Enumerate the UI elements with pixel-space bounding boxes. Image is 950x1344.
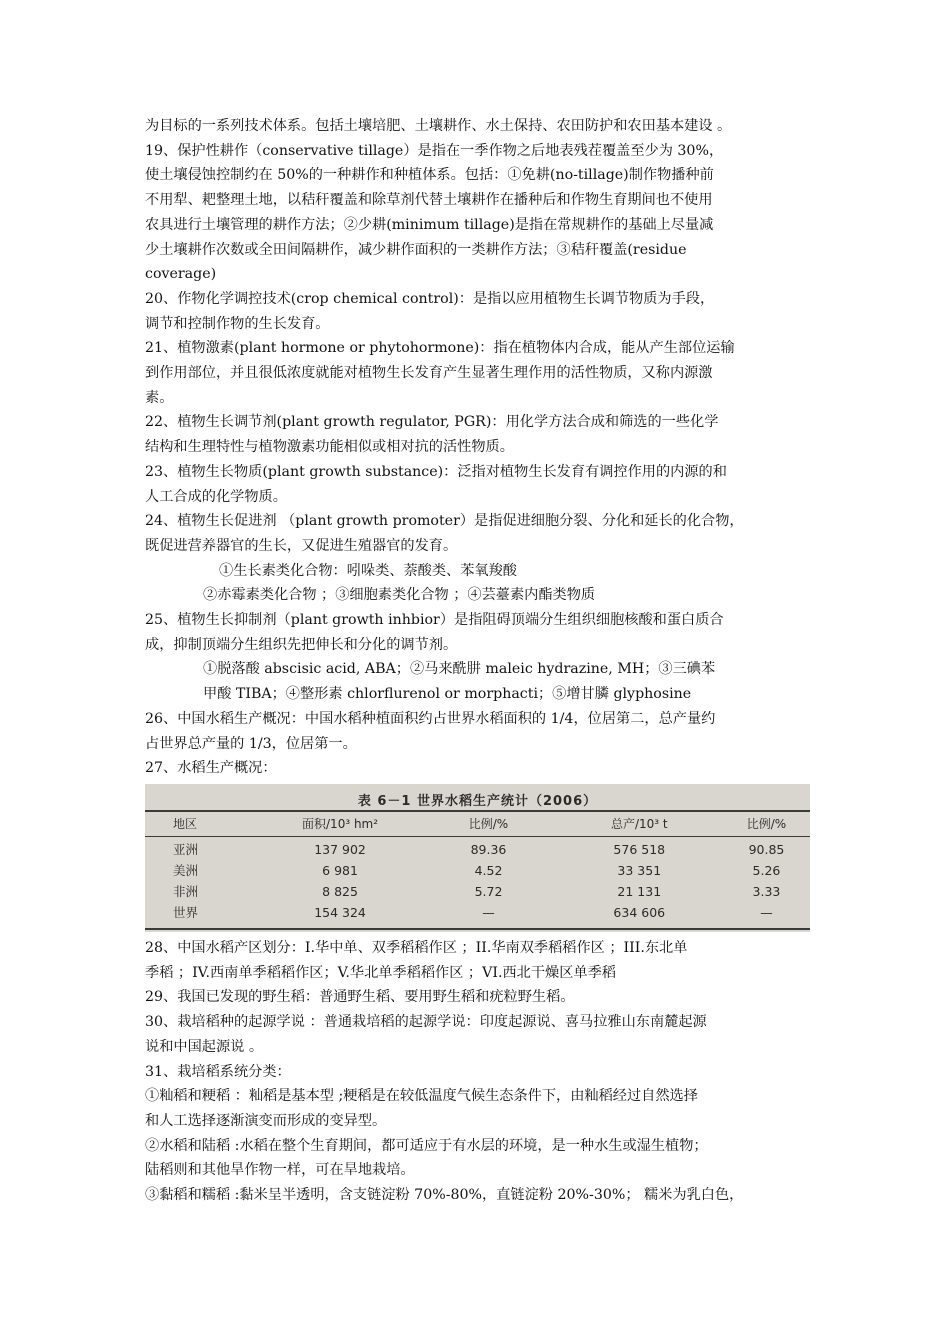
data-table: [145, 813, 810, 923]
table-header: 比例/%: [746, 817, 787, 832]
table-cell: 5.26: [752, 862, 781, 878]
text-line: ②水稻和陆稻 :水稻在整个生育期间，都可适应于有水层的环境，是一种水生或湿生植物；: [145, 1137, 708, 1154]
text-line: 29、我国已发现的野生稻：普通野生稻、要用野生稻和疣粒野生稻。: [145, 989, 575, 1006]
text-line: 农具进行土壤管理的耕作方法；②少耕(minimum tillage)是指在常规耕作的基础上尽量减: [145, 216, 714, 233]
table-cell: 非洲: [173, 884, 199, 900]
text-line: 不用犁、耙整理土地，以秸秆覆盖和除草剂代替土壤耕作在播种后和作物生育期间也不使用: [145, 192, 713, 209]
table-cell: 亚洲: [173, 842, 199, 858]
table-rule: [145, 928, 810, 930]
text-line: 使土壤侵蚀控制约在 50%的一种耕作和种植体系。包括：①免耕(no-tillage)制作物播种前: [145, 167, 714, 184]
table-cell: 5.72: [474, 883, 503, 899]
table-cell: 4.52: [474, 862, 503, 878]
text-line: 季稻 ；IV.西南单季稻稻作区；V.华北单季稻稻作区 ；VI.西北干燥区单季稻: [145, 964, 616, 981]
text-line: 19、保护性耕作（conservative tillage）是指在一季作物之后地表残茬覆盖至少为 30%，: [145, 142, 724, 159]
text-line: 甲酸 TIBA；④整形素 chlorflurenol or morphacti；⑤增甘膦 glyphosine: [203, 686, 692, 703]
text-line: 和人工选择逐渐演变而形成的变异型。: [145, 1112, 387, 1129]
text-line: coverage): [145, 266, 217, 283]
text-line: ①生长素类化合物：吲哚类、萘酸类、苯氧羧酸: [219, 562, 517, 579]
text-line: 21、植物激素(plant hormone or phytohormone)：指在植物体内合成，能从产生部位运输: [145, 340, 735, 357]
table-cell: 6 981: [322, 862, 358, 878]
text-line: ①籼稻和粳稻 ：籼稻是基本型 ;粳稻是在较低温度气候生态条件下，由籼稻经过自然选择: [145, 1088, 698, 1105]
text-line: 为目标的一系列技术体系。包括土壤培肥、土壤耕作、水土保持、农田防护和农田基本建设 。: [145, 118, 732, 134]
table-cell: —: [482, 904, 495, 920]
text-line: 素。: [145, 389, 174, 406]
table-row: [145, 835, 810, 860]
text-line: 25、植物生长抑制剂（plant growth inhbior）是指阻碍顶端分生组织细胞核酸和蛋白质合: [145, 612, 724, 629]
table-cell: 137 902: [314, 841, 366, 857]
table-rule: [145, 810, 810, 812]
table-row: [145, 860, 810, 881]
table-cell: 3.33: [752, 883, 781, 899]
text-line: 占世界总产量的 1/3，位居第一。: [145, 735, 357, 752]
text-line: 23、植物生长物质(plant growth substance)：泛指对植物生长发育有调控作用的内源的和: [145, 463, 727, 480]
table-cell: 8 825: [322, 883, 358, 899]
text-line: 陆稻则和其他旱作物一样，可在旱地栽培。: [145, 1162, 415, 1179]
table-cell: 90.85: [748, 841, 785, 857]
table-title: 表 6－1 世界水稻生产统计（2006）: [357, 793, 598, 809]
table-cell: 21 131: [617, 883, 662, 899]
table-row: [145, 902, 810, 923]
text-line: 27、水稻生产概况：: [145, 760, 277, 777]
document-page: [145, 114, 810, 1208]
text-line: 说和中国起源说 。: [145, 1038, 264, 1055]
text-line: 成，抑制顶端分生组织先把伸长和分化的调节剂。: [145, 636, 458, 653]
table-cell: 154 324: [314, 904, 366, 920]
table-cell: —: [760, 904, 773, 920]
table-row: [145, 881, 810, 902]
text-line: 26、中国水稻生产概况：中国水稻种植面积约占世界水稻面积的 1/4，位居第二，总产量约: [145, 710, 716, 727]
text-line: 既促进营养器官的生长，又促进生殖器官的发育。: [145, 537, 458, 554]
table-cell: 634 606: [613, 904, 666, 920]
table-header: 面积/10³ hm²: [302, 817, 379, 832]
text-line: 调节和控制作物的生长发育。: [145, 315, 330, 332]
table-cell: 576 518: [613, 841, 666, 857]
table-header-row: [145, 813, 810, 835]
table-cell: 美洲: [173, 863, 199, 879]
table-cell: 89.36: [470, 841, 507, 857]
text-line: 31、栽培稻系统分类：: [145, 1063, 291, 1080]
text-line: ②赤霉素类化合物 ；③细胞素类化合物 ；④芸薹素内酯类物质: [203, 587, 596, 604]
text-line: 22、植物生长调节剂(plant growth regulator, PGR)：用化学方法合成和筛选的一些化学: [145, 414, 719, 431]
table-header: 地区: [173, 817, 198, 832]
rice-statistics-table-image: [145, 784, 810, 932]
text-line: 30、栽培稻种的起源学说 ：普通栽培稻的起源学说：印度起源说、喜马拉雅山东南麓起源: [145, 1014, 707, 1031]
text-line: 20、作物化学调控技术(crop chemical control)：是指以应用植物生长调节物质为手段，: [145, 290, 715, 307]
table-cell: 33 351: [617, 862, 662, 878]
text-line: ①脱落酸 abscisic acid, ABA；②马来酰肼 maleic hydrazine, MH；③三碘苯: [203, 661, 716, 678]
text-line: 结构和生理特性与植物激素功能相似或相对抗的活性物质。: [145, 439, 514, 456]
text-line: 24、植物生长促进剂 （plant growth promoter）是指促进细胞分裂、分化和延长的化合物，: [145, 513, 744, 530]
text-line: 少土壤耕作次数或全田间隔耕作，减少耕作面积的一类耕作方法；③秸秆覆盖(residue: [145, 241, 687, 258]
text-line: ③黏稻和糯稻 :黏米呈半透明，含支链淀粉 70%-80%，直链淀粉 20%-30%； 糯米为乳白色，: [145, 1187, 744, 1204]
table-header: 比例/%: [468, 817, 509, 832]
text-line: 到作用部位，并且很低浓度就能对植物生长发育产生显著生理作用的活性物质，又称内源激: [145, 365, 713, 382]
text-line: 28、中国水稻产区划分：I.华中单、双季稻稻作区 ；II.华南双季稻稻作区 ；III.东北单: [145, 939, 688, 956]
text-line: 人工合成的化学物质。: [145, 488, 287, 505]
table-header: 总产/10³ t: [610, 817, 668, 832]
table-cell: 世界: [173, 905, 199, 921]
